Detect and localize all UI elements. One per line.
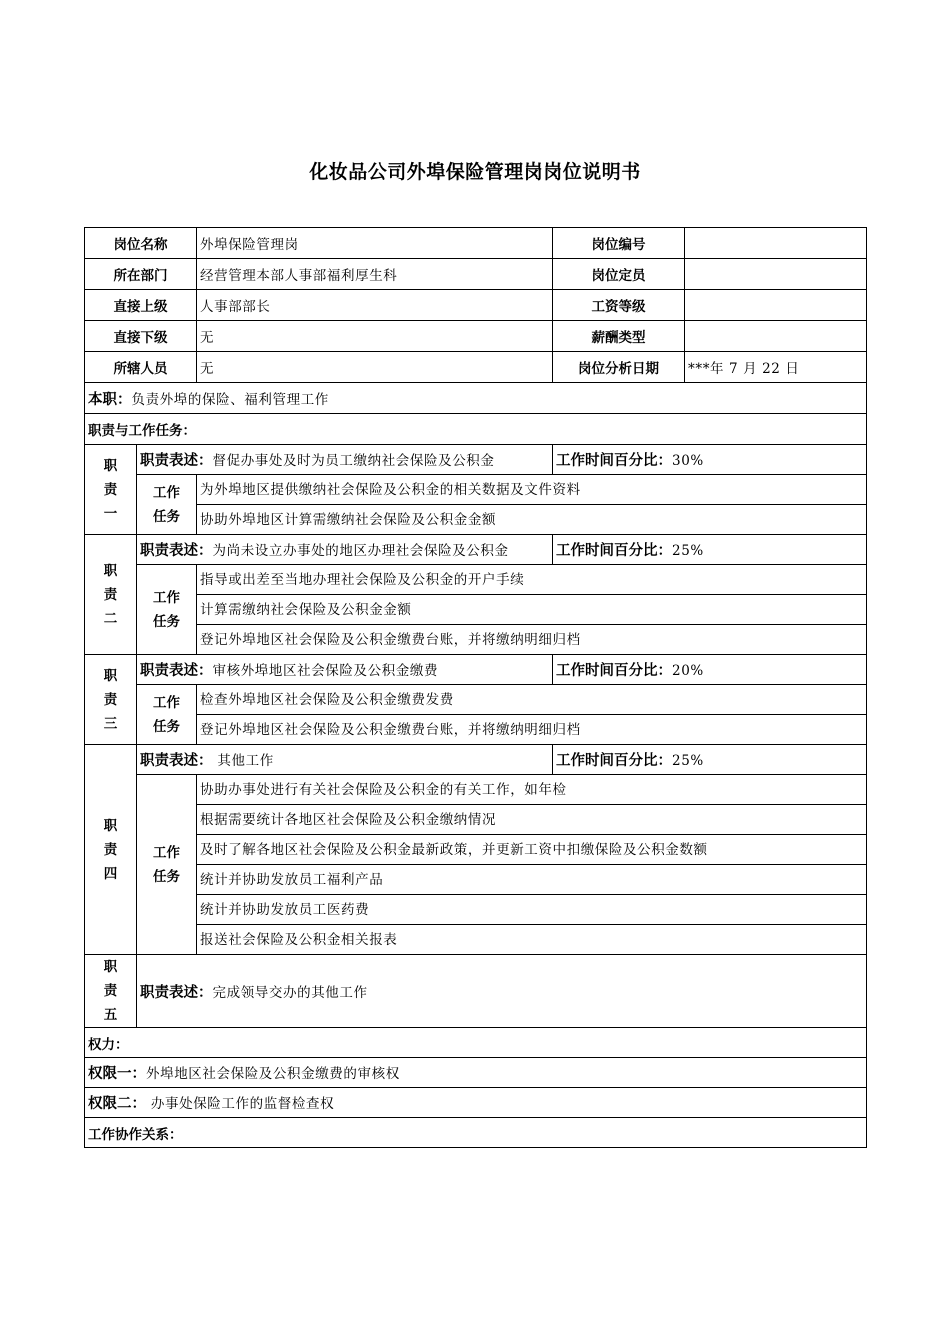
duty-4-task-2: 根据需要统计各地区社会保险及公积金缴纳情况: [197, 805, 867, 835]
duty-2-label: 职 责 二: [85, 535, 137, 655]
duty-4-task-label: 工作 任务: [137, 775, 197, 955]
duty-1-task-1: 为外埠地区提供缴纳社会保险及公积金的相关数据及文件资料: [197, 475, 867, 505]
duty-4-desc-row: [85, 745, 867, 775]
duty-3-desc-row: [85, 655, 867, 685]
row-cooperation: [85, 1118, 867, 1148]
authority-2-cell: [85, 1088, 867, 1118]
row-position-name: [85, 228, 867, 259]
duty-3-task-1: 检查外埠地区社会保险及公积金缴费发费: [197, 685, 867, 715]
duty-desc-label: 职责表述：: [140, 453, 213, 469]
task-row: [85, 505, 867, 535]
managed-staff-label: 所辖人员: [85, 352, 197, 383]
duty-2-pct: 25%: [672, 543, 704, 559]
duty-1-desc-row: [85, 445, 867, 475]
pct-label: 工作时间百分比：: [556, 453, 672, 469]
duty-4-pct: 25%: [672, 753, 704, 769]
pct-label: 工作时间百分比：: [556, 663, 672, 679]
position-code-value: [685, 228, 867, 259]
duty-3-label: 职 责 三: [85, 655, 137, 745]
duty-2-task-1: 指导或出差至当地办理社会保险及公积金的开户手续: [197, 565, 867, 595]
row-subordinate: [85, 321, 867, 352]
duty-5-label: 职 责 五: [85, 955, 137, 1028]
duty-3-pct-cell: [553, 655, 867, 685]
staffing-label: 岗位定员: [553, 259, 685, 290]
duty-4-task-1: 协助办事处进行有关社会保险及公积金的有关工作，如年检: [197, 775, 867, 805]
authority-2-label: 权限二：: [88, 1096, 146, 1112]
duty-4-label: 职 责 四: [85, 745, 137, 955]
row-duties-header: [85, 414, 867, 445]
duty-1-pct-cell: [553, 445, 867, 475]
document-title: 化妆品公司外埠保险管理岗岗位说明书: [309, 161, 641, 183]
duty-4-task-5: 统计并协助发放员工医药费: [197, 895, 867, 925]
task-row: [85, 565, 867, 595]
duty-1-task-2: 协助外埠地区计算需缴纳社会保险及公积金金额: [197, 505, 867, 535]
pay-type-value: [685, 321, 867, 352]
staffing-value: [685, 259, 867, 290]
row-authority-header: [85, 1028, 867, 1058]
task-row: [85, 925, 867, 955]
duty-summary-text: 负责外埠的保险、福利管理工作: [131, 391, 329, 408]
duty-summary-label: 本职：: [88, 391, 132, 408]
duty-3-task-2: 登记外埠地区社会保险及公积金缴费台账，并将缴纳明细归档: [197, 715, 867, 745]
duty-2-pct-cell: [553, 535, 867, 565]
duty-5-desc-cell: [137, 955, 867, 1028]
duty-3-desc: 审核外埠地区社会保险及公积金缴费: [212, 663, 439, 679]
duty-2-desc-cell: [137, 535, 553, 565]
duty-2-desc: 为尚未设立办事处的地区办理社会保险及公积金: [212, 543, 509, 559]
authority-1-label: 权限一：: [88, 1066, 146, 1082]
position-name-label: 岗位名称: [85, 228, 197, 259]
duty-5-desc: 完成领导交办的其他工作: [212, 984, 368, 1001]
duty-4-desc-cell: [137, 745, 553, 775]
row-managed-staff: [85, 352, 867, 383]
duty-4-task-4: 统计并协助发放员工福利产品: [197, 865, 867, 895]
task-row: [85, 685, 867, 715]
duty-desc-label: 职责表述：: [140, 543, 213, 559]
authority-header: 权力：: [85, 1028, 867, 1058]
position-name-value: 外埠保险管理岗: [197, 228, 553, 259]
duty-desc-label: 职责表述：: [140, 984, 213, 1001]
authority-1-text: 外埠地区社会保险及公积金缴费的审核权: [146, 1066, 400, 1082]
managed-staff-value: 无: [197, 352, 553, 383]
salary-grade-label: 工资等级: [553, 290, 685, 321]
duty-desc-label: 职责表述：: [140, 753, 213, 769]
subordinate-value: 无: [197, 321, 553, 352]
subordinate-label: 直接下级: [85, 321, 197, 352]
duty-2-task-label: 工作 任务: [137, 565, 197, 655]
task-row: [85, 625, 867, 655]
task-row: [85, 475, 867, 505]
duty-3-pct: 20%: [672, 663, 704, 679]
department-label: 所在部门: [85, 259, 197, 290]
duty-summary-cell: [85, 383, 867, 414]
duty-4-task-3: 及时了解各地区社会保险及公积金最新政策，并更新工资中扣缴保险及公积金数额: [197, 835, 867, 865]
job-description-table: [84, 227, 867, 1148]
duty-1-desc: 督促办事处及时为员工缴纳社会保险及公积金: [212, 453, 495, 469]
row-authority-1: [85, 1058, 867, 1088]
authority-2-text: 办事处保险工作的监督检查权: [146, 1096, 335, 1112]
superior-value: 人事部部长: [197, 290, 553, 321]
duty-2-task-2: 计算需缴纳社会保险及公积金金额: [197, 595, 867, 625]
pay-type-label: 薪酬类型: [553, 321, 685, 352]
duty-3-task-label: 工作 任务: [137, 685, 197, 745]
task-row: [85, 865, 867, 895]
duty-4-task-6: 报送社会保险及公积金相关报表: [197, 925, 867, 955]
duty-1-task-label: 工作 任务: [137, 475, 197, 535]
duty-2-desc-row: [85, 535, 867, 565]
row-duty-summary: [85, 383, 867, 414]
duty-1-pct: 30%: [672, 453, 704, 469]
superior-label: 直接上级: [85, 290, 197, 321]
task-row: [85, 895, 867, 925]
row-superior: [85, 290, 867, 321]
analysis-date-label: 岗位分析日期: [553, 352, 685, 383]
department-value: 经营管理本部人事部福利厚生科: [197, 259, 553, 290]
duty-3-desc-cell: [137, 655, 553, 685]
duty-4-pct-cell: [553, 745, 867, 775]
pct-label: 工作时间百分比：: [556, 753, 672, 769]
duty-4-desc: 其他工作: [212, 753, 274, 769]
row-department: [85, 259, 867, 290]
duty-desc-label: 职责表述：: [140, 663, 213, 679]
duty-1-label: 职 责 一: [85, 445, 137, 535]
pct-label: 工作时间百分比：: [556, 543, 672, 559]
row-authority-2: [85, 1088, 867, 1118]
task-row: [85, 715, 867, 745]
duty-2-task-3: 登记外埠地区社会保险及公积金缴费台账，并将缴纳明细归档: [197, 625, 867, 655]
salary-grade-value: [685, 290, 867, 321]
position-code-label: 岗位编号: [553, 228, 685, 259]
task-row: [85, 775, 867, 805]
task-row: [85, 835, 867, 865]
authority-1-cell: [85, 1058, 867, 1088]
task-row: [85, 805, 867, 835]
cooperation-header: 工作协作关系：: [85, 1118, 867, 1148]
duties-header: 职责与工作任务：: [85, 414, 867, 445]
analysis-date-value: ***年 7 月 22 日: [685, 352, 867, 383]
duty-1-desc-cell: [137, 445, 553, 475]
duty-5-row: [85, 955, 867, 1028]
task-row: [85, 595, 867, 625]
